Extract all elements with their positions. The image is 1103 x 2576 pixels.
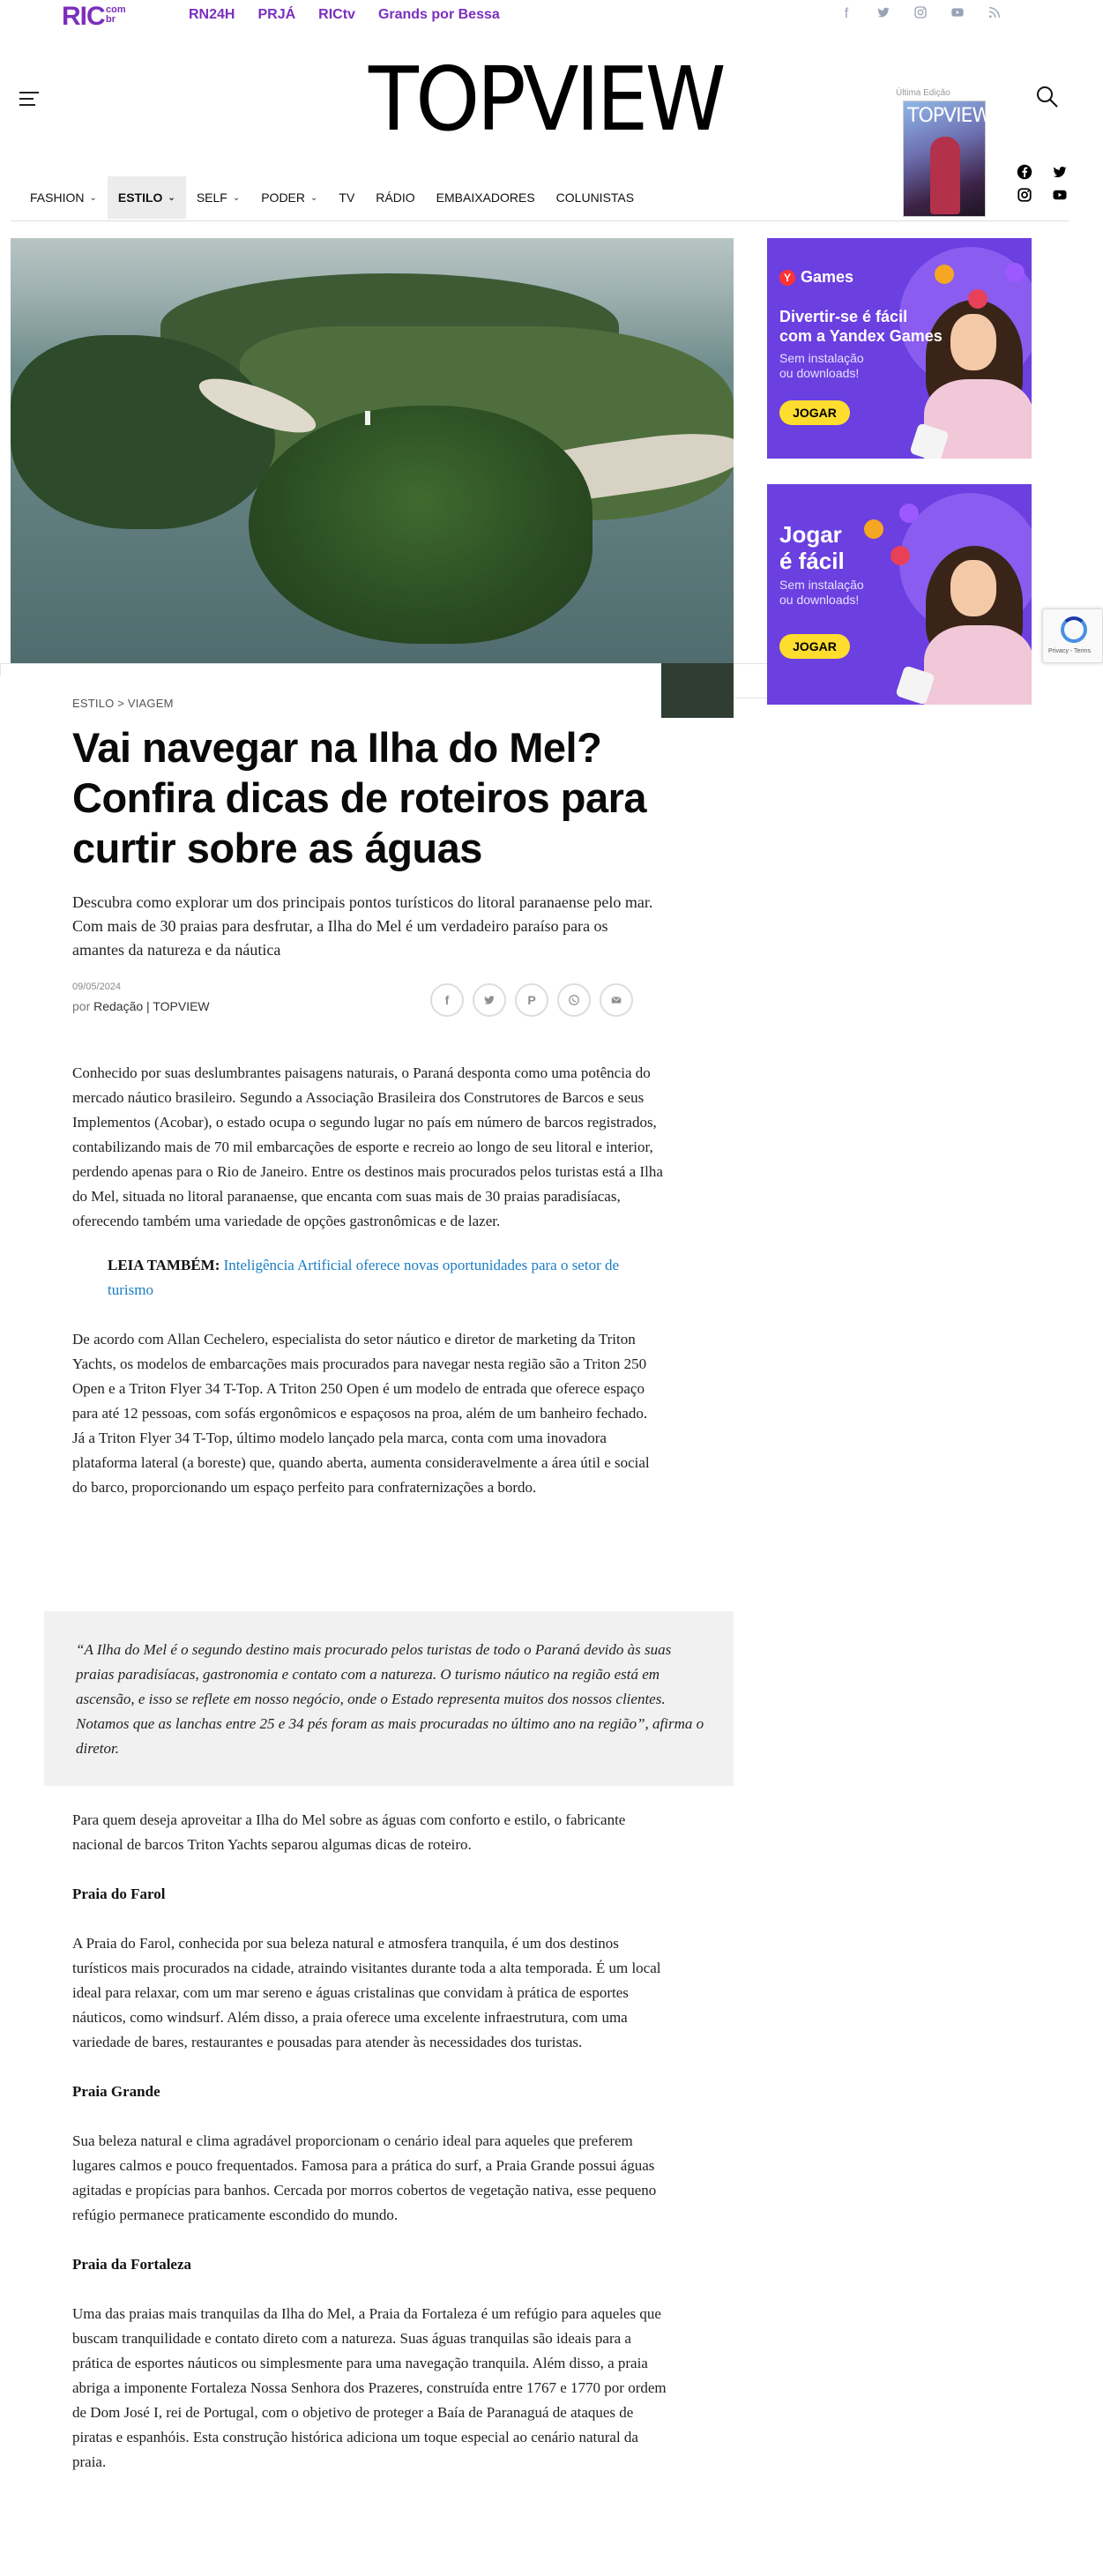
nav-item-estilo[interactable]: ESTILO ⌄: [108, 176, 186, 219]
main-nav: [19, 176, 645, 219]
hero-image-edge: [661, 663, 734, 718]
network-links: [189, 7, 500, 23]
read-also-link[interactable]: Inteligência Artificial oferece novas oportunidades para o setor de turismo: [108, 1257, 620, 1298]
ad-subtext: Sem instalação ou downloads!: [779, 578, 864, 607]
nav-item-tv[interactable]: TV: [339, 190, 355, 205]
latest-edition-label: Última Edição: [896, 88, 950, 98]
twitter-icon[interactable]: [473, 983, 506, 1017]
article-paragraph: De acordo com Allan Cechelero, especialista do setor náutico e diretor de marketing da Triton Yachts, os modelos de embarcações mais procurados para navegar nesta região são a Triton 250 Open e a Triton Flyer 34 T-Top. A Triton 250 Open é um modelo de entrada que oferece espaço para até 12 pessoas, com sofás ergonômicos e espaçosos na proa, além de um banheiro fechado. Já a Triton Flyer 34 T-Top, último modelo lançado pela marca, conta com uma inovadora plataforma lateral (a boreste) que, quando aberta, aumenta consideravelmente a área útil e social do barco, proporcionando um espaço perfeito para confraternizações a bordo.: [72, 1331, 650, 1496]
hero-image-cover: [0, 676, 661, 698]
recaptcha-icon: [1061, 616, 1087, 643]
youtube-icon[interactable]: [1051, 187, 1069, 205]
ric-logo[interactable]: RIC: [62, 2, 105, 31]
nav-item-poder[interactable]: PODER ⌄: [261, 190, 318, 205]
article-paragraph: Para quem deseja aproveitar a Ilha do Mel sobre as águas com conforto e estilo, o fabricante nacional de barcos Triton Yachts separou algumas dicas de roteiro.: [72, 1811, 626, 1853]
rss-icon[interactable]: [986, 5, 1003, 23]
article-title: Vai navegar na Ilha do Mel? Confira dicas de roteiros para curtir sobre as águas: [72, 724, 647, 871]
cover-figure: [930, 137, 960, 214]
read-also: [72, 1253, 663, 1303]
email-icon[interactable]: [600, 983, 633, 1017]
chevron-down-icon: ⌄: [89, 192, 97, 203]
chevron-down-icon: ⌄: [232, 192, 241, 203]
network-link-grands-por-bessa[interactable]: Grands por Bessa: [377, 7, 500, 22]
article-meta: [72, 982, 663, 1034]
author-link[interactable]: Redação | TOPVIEW: [93, 999, 210, 1013]
ad-brand: Y Games: [779, 268, 853, 287]
network-link-prja[interactable]: PRJÁ: [257, 7, 296, 22]
article-date: 09/05/2024: [72, 982, 122, 992]
ad-headline: Divertir-se é fácil com a Yandex Games: [779, 308, 943, 345]
youtube-icon[interactable]: [949, 5, 966, 23]
nav-item-self[interactable]: SELF ⌄: [196, 190, 241, 205]
instagram-icon[interactable]: [912, 5, 929, 23]
section-heading-praia-grande: Praia Grande: [72, 2083, 160, 2100]
latest-edition-cover[interactable]: [903, 101, 991, 217]
instagram-icon[interactable]: [1016, 187, 1033, 205]
nav-item-embaixadores[interactable]: EMBAIXADORES: [436, 190, 535, 205]
facebook-icon[interactable]: f: [844, 6, 849, 21]
ad-play-button[interactable]: JOGAR: [779, 634, 850, 659]
breadcrumb-separator: >: [117, 697, 125, 710]
ad-yandex-games-2[interactable]: [767, 484, 1032, 705]
nav-item-fashion[interactable]: FASHION ⌄: [30, 190, 97, 205]
nav-item-colunistas[interactable]: COLUNISTAS: [555, 190, 635, 205]
nav-item-radio[interactable]: RÁDIO: [376, 190, 415, 205]
section-heading-praia-do-farol: Praia do Farol: [72, 1885, 166, 1902]
breadcrumb: [72, 697, 663, 710]
network-link-rictv[interactable]: RICtv: [318, 7, 355, 22]
quote-text: “A Ilha do Mel é o segundo destino mais procurado pelos turistas de todo o Paraná devido às suas praias paradisíacas, gastronomia e contato com a natureza. O turismo náutico na região está em ascensão, e isso se reflete em nosso negócio, onde o Estado representa muitos dos nossos clientes. Notamos que as lanchas entre 25 e 34 pés foram as mais procuradas no último ano na região”, afirma o diretor.: [76, 1641, 704, 1757]
article-paragraph: Uma das praias mais tranquilas da Ilha do Mel, a Praia da Fortaleza é um refúgio para aqueles que buscam tranquilidade e contato direto com a natureza. Suas águas tranquilas são ideais para a prática de esportes náuticos ou simplesmente para uma navegação tranquila. Além disso, a praia abriga a imponente Fortaleza Nossa Senhora dos Prazeres, construída entre 1767 e 1770 por ordem de Dom José I, rei de Portugal, com o objetivo de proteger a Baía de Paranaguá de ataques de piratas e espanhóis. Esta construção histórica adiciona um toque especial ao cenário natural da praia.: [72, 2305, 667, 2470]
section-heading-praia-da-fortaleza: Praia da Fortaleza: [72, 2256, 192, 2273]
hero-image: [11, 238, 734, 675]
article-paragraph: Conhecido por suas deslumbrantes paisagens naturais, o Paraná desponta como uma potência do mercado náutico brasileiro. Segundo a Associação Brasileira dos Construtores de Barcos e seus Implementos (Acobar), o estado ocupa o segundo lugar no país em número de barcos registrados, contabilizando mais de 70 mil embarcações de esporte e recreio ao longo de seu litoral e interior, perdendo apenas para o Rio de Janeiro. Entre os destinos mais procurados pelos turistas está a Ilha do Mel, situada no litoral paranaense, que encanta com suas mais de 30 praias paradisíacas, oferecendo também uma variedade de opções gastronômicas e de lazer.: [72, 1064, 663, 1229]
cover-title: TOPVIEW: [907, 105, 991, 127]
share-buttons: [430, 983, 633, 1017]
whatsapp-icon[interactable]: [557, 983, 591, 1017]
chevron-down-icon: ⌄: [310, 192, 318, 203]
menu-icon[interactable]: [19, 92, 39, 106]
breadcrumb-subcategory[interactable]: VIAGEM: [127, 697, 174, 710]
article-body-continued: [72, 1808, 672, 2475]
chevron-down-icon: ⌄: [168, 192, 175, 203]
search-icon[interactable]: [1035, 85, 1060, 109]
ric-logo-suffix: com br: [106, 4, 126, 25]
article-paragraph: A Praia do Farol, conhecida por sua beleza natural e atmosfera tranquila, é um dos destinos turísticos mais procurados na cidade, atraindo visitantes durante toda a alta temporada. É um local ideal para relaxar, com um mar sereno e águas cristalinas que convidam à prática de esportes náuticos, como windsurf. Além disso, a praia oferece uma excelente infraestrutura, com uma variedade de bares, restaurantes e pousadas para atender às necessidades dos turistas.: [72, 1935, 661, 2050]
article-author: por Redação | TOPVIEW: [72, 999, 210, 1013]
topview-logo[interactable]: TOPVIEW: [369, 48, 723, 151]
header-social-links: [1016, 164, 1070, 205]
top-bar: [0, 0, 1103, 32]
yandex-logo-icon: Y: [779, 270, 795, 286]
facebook-icon[interactable]: [1016, 164, 1033, 182]
article-body: [72, 1061, 663, 1500]
article-quote: [44, 1611, 734, 1786]
ad-play-button[interactable]: JOGAR: [779, 400, 850, 425]
facebook-icon[interactable]: f: [430, 983, 464, 1017]
pinterest-icon[interactable]: P: [515, 983, 548, 1017]
recaptcha-badge[interactable]: Privacy - Terms: [1042, 609, 1103, 663]
ad-yandex-games-1[interactable]: [767, 238, 1032, 459]
twitter-icon[interactable]: [1051, 164, 1069, 182]
article-lead: Descubra como explorar um dos principais pontos turísticos do litoral paranaense pelo mar. Com mais de 30 praias para desfrutar, a Ilha do Mel é um verdadeiro paraíso para os amantes da natureza e da náutica: [72, 893, 653, 959]
twitter-icon[interactable]: [875, 5, 892, 23]
read-also-label: LEIA TAMBÉM:: [108, 1257, 220, 1273]
article-paragraph: Sua beleza natural e clima agradável proporcionam o cenário ideal para aqueles que preferem lugares calmos e pouco frequentados. Famosa para a prática do surf, a Praia Grande possui águas agitadas e propícias para banhos. Cercada por morros cobertos de vegetação nativa, esse pequeno refúgio permanece praticamente escondido do mundo.: [72, 2132, 657, 2223]
ad-headline: Jogar é fácil: [779, 521, 845, 574]
top-social-links: [838, 5, 1003, 23]
network-link-rn24h[interactable]: RN24H: [189, 7, 235, 22]
nav-divider: [11, 220, 1069, 221]
ad-subtext: Sem instalação ou downloads!: [779, 351, 864, 380]
article: [72, 697, 663, 1500]
breadcrumb-category[interactable]: ESTILO: [72, 697, 115, 710]
